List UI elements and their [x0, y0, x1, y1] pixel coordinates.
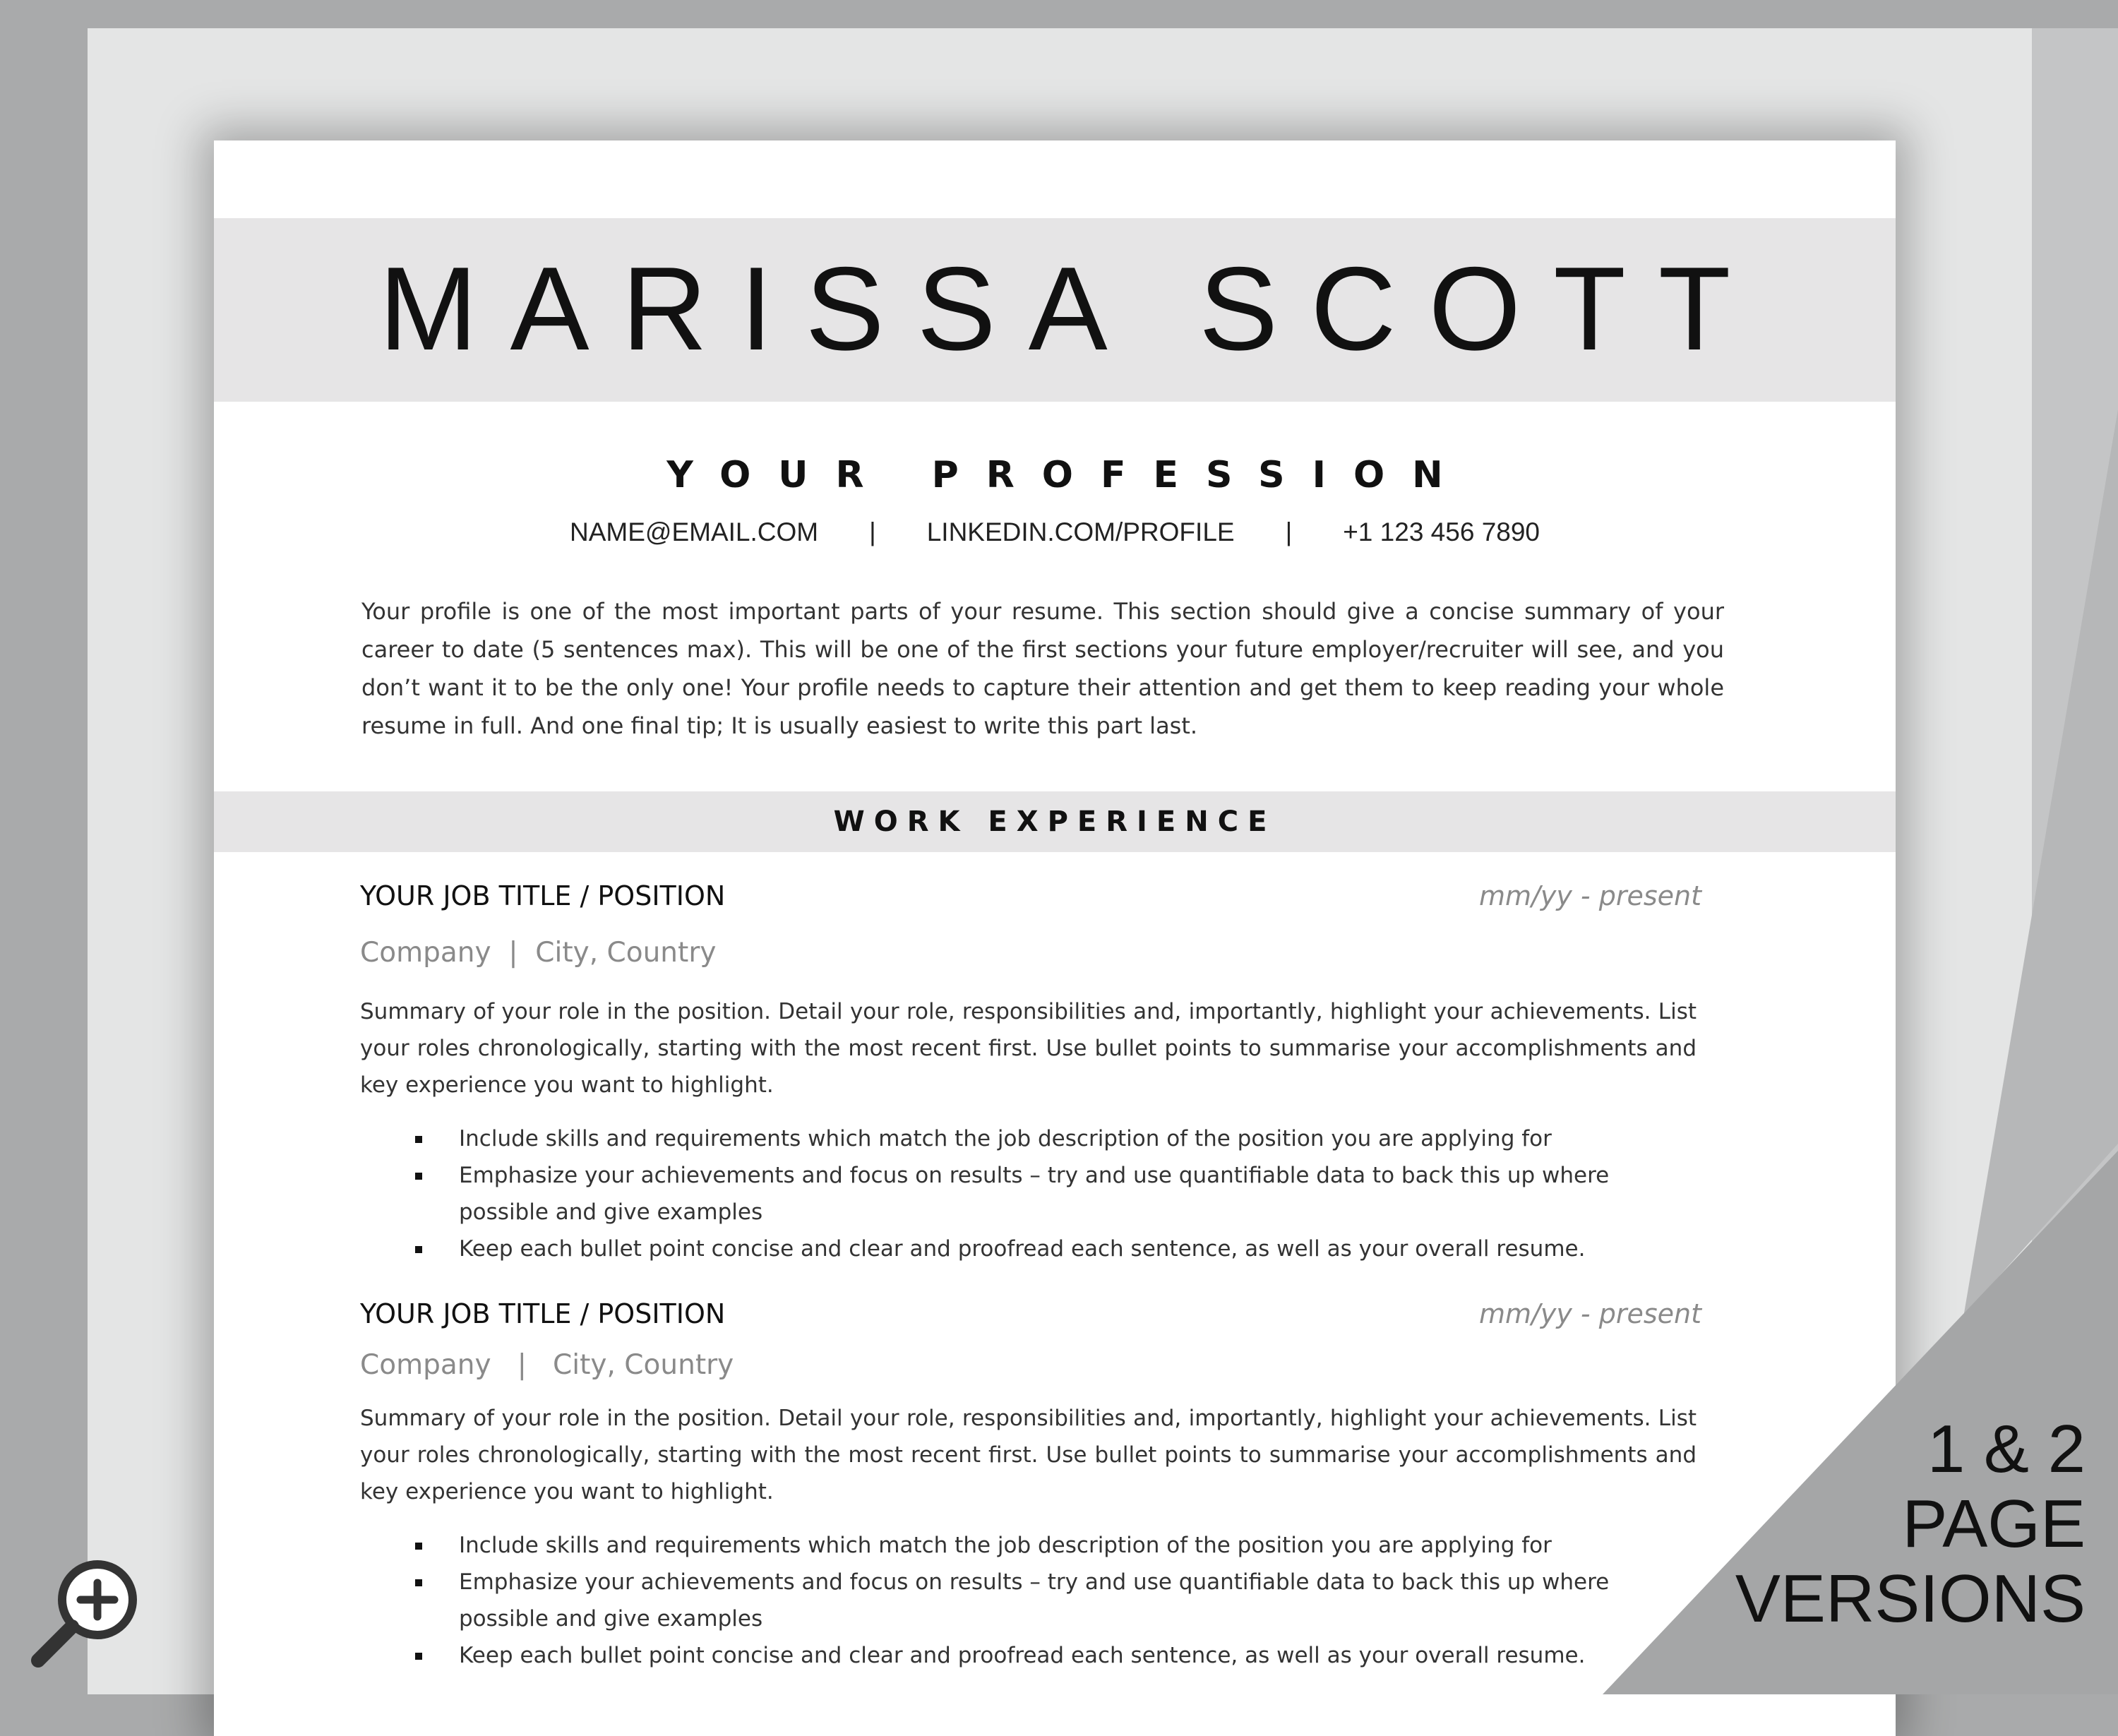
job-dates: mm/yy - present [1479, 1298, 1701, 1329]
bullet-item [360, 1527, 1697, 1564]
bullet-item [360, 1120, 1697, 1157]
zoom-in-icon[interactable] [24, 1553, 144, 1673]
profile-summary: Your profile is one of the most important parts of your resume. This section should give a concise summary of your career to date (5 sentences max). This will be one of the first sections your future employer/recruiter will see, and you don’t want it to be the only one! Your profile needs to capture their attention and get them to keep reading your whole resume in full. And one final tip; It is usually easiest to write this part last. [361, 598, 1724, 739]
job-bullets [360, 1120, 1697, 1267]
square-bullet-icon [415, 1579, 422, 1586]
contact-line [214, 517, 1896, 547]
resume-page [214, 140, 1896, 1736]
badge-line: VERSIONS [1735, 1561, 2086, 1636]
bullet-text: Keep each bullet point concise and clear and proofread each sentence, as well as your overall resume. [459, 1643, 1586, 1668]
square-bullet-icon [415, 1136, 422, 1143]
square-bullet-icon [415, 1246, 422, 1253]
page-versions-badge [1735, 1412, 2086, 1636]
contact-email: NAME@EMAIL.COM [569, 517, 819, 546]
bullet-text: Include skills and requirements which match the job description of the position you are applying for [459, 1126, 1552, 1151]
bullet-text: Emphasize your achievements and focus on results – try and use quantifiable data to back this up where possible and give examples [459, 1163, 1610, 1225]
bullet-item [360, 1637, 1697, 1674]
job-title: YOUR JOB TITLE / POSITION [360, 880, 726, 911]
resume-profession: YOUR PROFESSION [666, 454, 1471, 496]
job-bullets [360, 1527, 1697, 1674]
bullet-text: Include skills and requirements which match the job description of the position you are applying for [459, 1533, 1552, 1558]
contact-phone: +1 123 456 7890 [1343, 517, 1540, 546]
square-bullet-icon [415, 1653, 422, 1660]
square-bullet-icon [415, 1173, 422, 1180]
job-summary: Summary of your role in the position. Detail your role, responsibilities and, importantly, highlight your achievements. List your roles chronologically, starting with the most recent first. Use bullet points to summarise your accomplishments and key experience you want to highlight. [360, 1406, 1697, 1504]
badge-line: 1 & 2 [1927, 1411, 2086, 1487]
contact-linkedin: LINKEDIN.COM/PROFILE [926, 517, 1235, 546]
bullet-text: Keep each bullet point concise and clear and proofread each sentence, as well as your overall resume. [459, 1236, 1586, 1262]
bullet-text: Emphasize your achievements and focus on results – try and use quantifiable data to back this up where possible and give examples [459, 1569, 1610, 1632]
job-company: Company | City, Country [360, 1349, 734, 1381]
bullet-item [360, 1564, 1697, 1637]
bullet-item [360, 1157, 1697, 1231]
work-experience-band [214, 791, 1896, 852]
job-title: YOUR JOB TITLE / POSITION [360, 1298, 726, 1329]
bullet-item [360, 1231, 1697, 1267]
job-summary: Summary of your role in the position. Detail your role, responsibilities and, importantly, highlight your achievements. List your roles chronologically, starting with the most recent first. Use bullet points to summarise your accomplishments and key experience you want to highlight. [360, 999, 1697, 1098]
contact-separator: | [1285, 517, 1293, 546]
work-experience-heading: WORK EXPERIENCE [833, 806, 1276, 838]
badge-line: PAGE [1902, 1486, 2086, 1562]
contact-separator: | [869, 517, 876, 546]
name-band [214, 218, 1896, 402]
square-bullet-icon [415, 1543, 422, 1550]
job-dates: mm/yy - present [1479, 880, 1701, 911]
resume-name: MARISSA SCOTT [378, 242, 1764, 375]
job-company: Company | City, Country [360, 937, 717, 969]
